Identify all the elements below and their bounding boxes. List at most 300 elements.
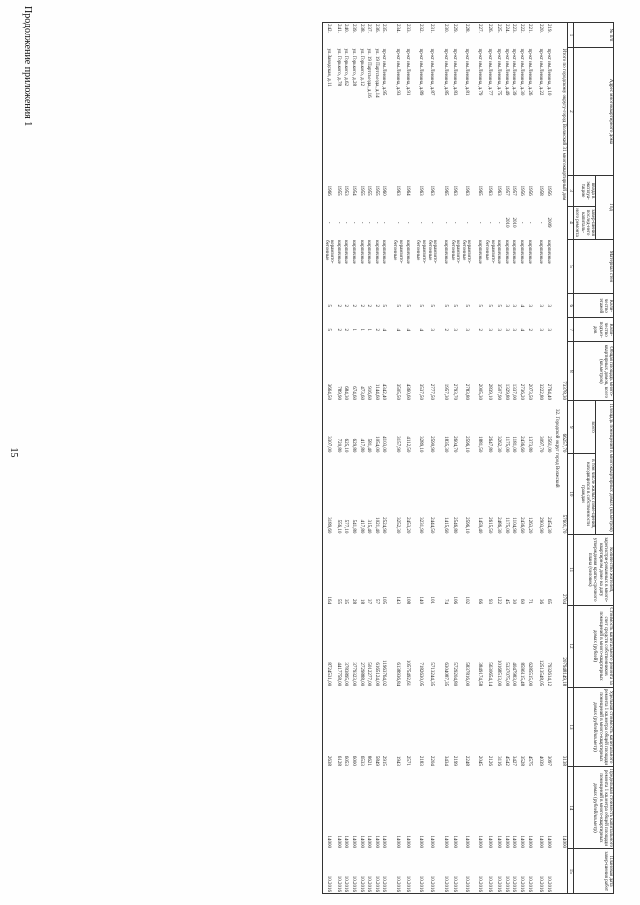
wall-material-line: керамзито- [455, 240, 461, 264]
row-completion-date: 10.2016 [495, 849, 503, 894]
row-premises-owned: 577,10 [343, 519, 349, 534]
row-number: 232. [415, 23, 426, 48]
row-address: пр-кт им.Ленина, д.91 [404, 48, 410, 96]
row-premises-total: 4103,00 [381, 436, 387, 453]
row-floors: 5 [323, 294, 335, 318]
row-total-area: 2764,40 [546, 383, 551, 400]
row-repair-cost: 6285515,00 [526, 662, 532, 687]
header-entrances: Коли-чество подъез-дов [574, 318, 614, 342]
row-repair-cost: 4047983,00 [511, 662, 517, 687]
row-entrances: 4 [418, 328, 424, 331]
row-floors: 2 [358, 304, 364, 308]
row-completion-date: 10.2016 [380, 849, 388, 894]
row-floors: 5 [418, 304, 424, 308]
total-cost: 207948149,18 [561, 657, 567, 687]
total-residents: 2704 [561, 594, 567, 605]
row-completion-date: 10.2016 [372, 849, 380, 894]
row-year-last-repair: 2010 [503, 217, 509, 228]
row-year-commissioned: 1965 [443, 185, 449, 196]
row-number: 233. [403, 23, 411, 48]
row-address: пр-кт им.Ленина, д.85 [443, 48, 449, 96]
row-total-area: 4360,60 [404, 383, 410, 400]
row-address: пр-кт им.Ленина, д.30 [518, 48, 524, 96]
row-premises-owned: 3252,30 [395, 517, 401, 534]
row-limit-cost: 14000 [452, 835, 458, 848]
row-number: 231. [426, 23, 437, 48]
row-number: 239. [349, 23, 357, 48]
row-total-area: 2777,50 [429, 383, 435, 400]
row-floors: 5 [486, 304, 492, 308]
row-total-area: 2005,30 [477, 383, 483, 400]
row-residents: 143 [395, 596, 401, 605]
row-year-commissioned: 1956 [526, 185, 532, 196]
table-row [525, 23, 533, 894]
row-address: пр-кт им.Ленина, д.81 [463, 48, 469, 96]
row-number: 226. [483, 23, 494, 48]
row-total-area: 3537,50 [418, 383, 424, 400]
row-premises-total: 417,80 [358, 438, 364, 453]
row-completion-date: 10.2016 [510, 849, 518, 894]
row-year-commissioned: 1965 [477, 185, 483, 196]
table-row [483, 23, 494, 894]
row-residents: 60 [518, 599, 524, 605]
row-floors: 5 [443, 304, 449, 308]
total-unit-cost: 3138 [561, 755, 567, 766]
column-index: 15 [568, 849, 574, 894]
row-number: 237. [365, 23, 373, 48]
column-index: 4 [568, 206, 574, 239]
row-floors: 2 [366, 304, 372, 308]
row-residents: 122 [496, 596, 502, 605]
row-repair-cost: 6304087,35 [443, 662, 449, 687]
row-premises-total: 4112,50 [404, 436, 410, 453]
row-premises-owned: 2436,60 [518, 517, 524, 534]
table-row [449, 23, 460, 894]
wall-material-line: керамзито- [489, 240, 495, 264]
row-wall-material [449, 239, 460, 294]
header-year-commissioned: ввода в эксплуа-тацию [574, 175, 596, 206]
row-limit-cost: 14000 [381, 835, 387, 848]
table-row [357, 23, 365, 894]
header-limit-cost: Предельная стоимость капитального ремонта 1 кв.метра общей площади помещений в много-квартирных домах (рублей/кв.метр) [574, 767, 614, 849]
row-premises-owned: 1104,90 [511, 517, 517, 534]
row-unit-cost: 3434 [443, 755, 449, 766]
row-wall-material [349, 239, 357, 294]
total-limit-cost: 14000 [561, 835, 567, 848]
row-number: 236. [372, 23, 380, 48]
row-unit-cost: 8621 [366, 755, 372, 766]
row-premises-owned: 2444,50 [429, 517, 435, 534]
row-residents: 106 [452, 596, 458, 605]
row-number: 223. [510, 23, 518, 48]
row-limit-cost: 14000 [323, 767, 335, 849]
total-area: 73378,30 [561, 381, 567, 400]
row-year-last-repair: - [463, 221, 469, 224]
row-limit-cost: 14000 [429, 835, 435, 848]
row-total-area: 2793,70 [452, 383, 458, 400]
table-row [544, 23, 552, 894]
row-limit-cost: 14000 [526, 835, 532, 848]
row-unit-cost: 2183 [418, 755, 424, 766]
header-unit-cost: Удельная стоимость капитального ремонта 1 кв.метра общей площади помещений в много-квартирных домах (рублей/кв.метр) [574, 687, 614, 767]
row-premises-total: 1835,30 [443, 436, 449, 453]
row-year-last-repair: - [343, 221, 349, 224]
row-premises-total: 629,80 [351, 438, 357, 453]
row-number: 225. [495, 23, 503, 48]
wall-material-line: керамзито- [421, 240, 427, 264]
row-year-commissioned: 1953 [343, 185, 349, 196]
row-premises-total: 2604,70 [452, 436, 458, 453]
row-residents: 18 [358, 599, 364, 605]
row-unit-cost: 3116 [496, 756, 502, 766]
column-index: 5 [568, 239, 574, 294]
row-residents: 102 [463, 596, 469, 605]
row-year-commissioned: 1955 [373, 185, 379, 196]
row-repair-cost: 5630654,14 [486, 662, 492, 687]
row-address: ул.Заводская, д.11 [323, 48, 335, 176]
row-premises-total: 3097,70 [538, 436, 544, 453]
wall-material-line: кирпичные [546, 240, 551, 264]
row-wall-material [334, 239, 342, 294]
row-floors: 5 [477, 304, 483, 308]
row-wall-material [365, 239, 373, 294]
row-number: 230. [442, 23, 450, 48]
row-floors: 2 [351, 304, 357, 308]
row-residents: 45 [503, 599, 509, 605]
row-unit-cost: 2248 [463, 755, 469, 766]
row-completion-date: 10.2016 [525, 849, 533, 894]
row-premises-owned: 2454,30 [546, 517, 551, 534]
row-wall-material [525, 239, 533, 294]
row-completion-date: 10.2016 [349, 849, 357, 894]
header-premises-total: всего [574, 401, 596, 453]
table-row [460, 23, 471, 894]
row-premises-owned: 1415,60 [443, 517, 449, 534]
row-limit-cost: 14000 [358, 835, 364, 848]
row-premises-total: 3262,30 [496, 436, 502, 453]
row-wall-material [403, 239, 411, 294]
row-spacer [533, 23, 537, 894]
row-address: пр-кт им.Ленина, д.79 [477, 48, 483, 96]
table-row [495, 23, 503, 894]
row-premises-total: 581,40 [366, 438, 372, 453]
row-wall-material [517, 239, 525, 294]
row-year-commissioned: 1958 [538, 185, 544, 196]
row-entrances: 3 [463, 328, 469, 331]
header-number: № п/п [574, 23, 614, 48]
row-premises-owned: 2524,90 [381, 517, 387, 534]
row-repair-cost: 8724531,00 [323, 605, 335, 687]
row-residents: 57 [373, 599, 379, 605]
row-residents: 101 [429, 596, 435, 605]
row-floors: 3 [526, 304, 532, 308]
row-number: 228. [460, 23, 471, 48]
row-number: 224. [502, 23, 510, 48]
row-limit-cost: 14000 [418, 835, 424, 848]
row-limit-cost: 14000 [518, 835, 524, 848]
section-title: 32. Городской округ город Волжский [553, 409, 559, 488]
row-residents: 71 [526, 599, 532, 605]
row-address: ул. 19 Партсъезда, д.14 [373, 48, 379, 98]
row-entrances: 4 [404, 328, 410, 331]
column-index: 10 [568, 453, 574, 534]
continuation-label: Продолжение приложения 1 [22, 6, 33, 127]
row-entrances: 2 [443, 328, 449, 331]
wall-material-line: кирпичные [335, 240, 341, 264]
wall-material-line: бетонные [483, 240, 489, 261]
row-repair-cost: 6165124,00 [373, 662, 379, 687]
header-floors: Коли-чество этажей [574, 294, 614, 318]
row-total-area: 674,60 [351, 386, 357, 400]
row-repair-cost: 6138936,84 [395, 662, 401, 687]
row-floors: 5 [463, 304, 469, 308]
row-premises-total: 1054,00 [373, 436, 379, 453]
row-year-commissioned: 1956 [518, 185, 524, 196]
row-total-area: 1144,60 [373, 383, 379, 400]
row-entrances: 2 [343, 328, 349, 331]
row-wall-material [544, 239, 552, 294]
row-premises-owned: 556,10 [335, 519, 341, 534]
column-index: 14 [568, 767, 574, 849]
row-spacer-cell [471, 23, 475, 894]
row-repair-cost: 3779323,00 [351, 662, 357, 687]
column-index: 13 [568, 687, 574, 767]
row-repair-cost: 3849174,58 [477, 662, 483, 687]
row-wall-material [392, 239, 403, 294]
total-label-line2: Волжский 31 многоквартирный дом [561, 123, 567, 201]
row-completion-date: 10.2016 [415, 849, 426, 894]
row-unit-cost: 4542 [503, 755, 509, 766]
row-premises-owned: 2596,10 [463, 517, 469, 534]
row-unit-cost: 6533 [358, 755, 364, 766]
row-unit-cost: 2126 [486, 755, 492, 766]
row-repair-cost: 5012277,00 [366, 662, 372, 687]
row-limit-cost: 14000 [503, 835, 509, 848]
row-repair-cost: 8596115,48 [518, 662, 524, 687]
row-year-last-repair: - [477, 221, 483, 224]
row-floors: 5 [496, 304, 502, 308]
table-row [349, 23, 357, 894]
row-premises-owned: 3189,60 [323, 453, 335, 534]
row-premises-total: 2561,00 [546, 436, 551, 453]
row-spacer-cell [437, 23, 441, 894]
row-wall-material [372, 239, 380, 294]
row-total-area: 2783,80 [463, 383, 469, 400]
row-floors: 5 [404, 304, 410, 308]
row-entrances: 2 [373, 328, 379, 331]
row-completion-date: 10.2016 [334, 849, 342, 894]
row-entrances: 5 [323, 318, 335, 342]
wall-material-line: кирпичные [496, 240, 502, 264]
row-year-last-repair: - [496, 221, 502, 224]
row-wall-material [537, 239, 545, 294]
row-completion-date: 10.2016 [426, 849, 437, 894]
row-unit-cost: 6128 [335, 755, 341, 766]
row-total-area: 1957,30 [443, 383, 449, 400]
row-number: 242. [323, 23, 335, 48]
row-year-commissioned: 1957 [511, 185, 517, 196]
row-limit-cost: 14000 [486, 835, 492, 848]
wall-material-line: бетонные [426, 240, 432, 261]
row-number: 234. [392, 23, 403, 48]
row-number: 222. [517, 23, 525, 48]
row-unit-cost: 2204 [429, 755, 435, 766]
row-total-area: 2073,50 [526, 383, 532, 400]
row-spacer-cell [411, 23, 415, 894]
row-wall-material [442, 239, 450, 294]
row-wall-material [426, 239, 437, 294]
row-premises-owned: 1021,40 [373, 517, 379, 534]
row-unit-cost: 2915 [381, 755, 387, 766]
row-total-area: 4342,40 [381, 383, 387, 400]
row-number: 238. [357, 23, 365, 48]
row-year-last-repair: - [538, 221, 544, 224]
wall-material-line: кирпичные [358, 240, 364, 264]
row-year-commissioned: 1963 [418, 185, 424, 196]
row-year-commissioned: 1955 [335, 185, 341, 196]
column-index: 9 [568, 401, 574, 453]
row-completion-date: 10.2016 [357, 849, 365, 894]
row-premises-total: 2596,10 [463, 436, 469, 453]
row-repair-cost: 10168513,00 [496, 659, 502, 687]
row-completion-date: 10.2016 [442, 849, 450, 894]
row-entrances: 3 [546, 328, 551, 331]
row-premises-owned: 541,80 [351, 519, 357, 534]
table-row [517, 23, 525, 894]
row-year-commissioned: 1963 [486, 185, 492, 196]
row-wall-material [502, 239, 510, 294]
row-premises-total: 3289,10 [418, 436, 424, 453]
row-year-commissioned: 1955 [366, 185, 372, 196]
row-floors: 2 [343, 304, 349, 308]
row-spacer [437, 23, 441, 894]
row-number: 221. [525, 23, 533, 48]
table-row [502, 23, 510, 894]
row-year-commissioned: 1960 [381, 185, 387, 196]
row-total-area: 3505,50 [395, 383, 401, 400]
wall-material-line: кирпичные [518, 240, 524, 264]
row-premises-owned: 2453,20 [404, 517, 410, 534]
column-index: 8 [568, 342, 574, 401]
wall-material-line: кирпичные [404, 240, 410, 264]
wall-material-line: кирпичные [381, 240, 387, 264]
total-label [560, 48, 568, 342]
row-completion-date: 10.2016 [323, 849, 335, 894]
row-floors: 5 [381, 304, 387, 308]
row-unit-cost: 5849 [373, 755, 379, 766]
wall-material-line: кирпичные [538, 240, 544, 264]
row-address: ул. Горького, д.28 [351, 48, 357, 86]
row-residents: 105 [381, 596, 387, 605]
row-spacer-cell [387, 23, 391, 894]
row-residents: 164 [323, 534, 335, 605]
row-repair-cost: 5713244,35 [429, 662, 435, 687]
row-address: пр-кт им.Ленина, д.95 [381, 48, 387, 96]
row-wall-material [495, 239, 503, 294]
row-number: 241. [334, 23, 342, 48]
row-premises-total: 1881,50 [477, 436, 483, 453]
row-address: пр-кт им.Ленина, д.22 [538, 48, 544, 96]
row-floors: 3 [538, 304, 544, 308]
table-row [392, 23, 403, 894]
row-repair-cost: 2729888,00 [358, 662, 364, 687]
row-entrances: 3 [538, 328, 544, 331]
row-year-last-repair: - [526, 221, 532, 224]
row-limit-cost: 14000 [395, 835, 401, 848]
row-unit-cost: 3528 [518, 755, 524, 766]
row-unit-cost: 2045 [477, 755, 483, 766]
row-address: ул. Горького, д.62 [343, 48, 349, 86]
wall-material-line: кирпичные [443, 240, 449, 264]
row-year-last-repair: - [366, 221, 372, 224]
row-year-commissioned: 1957 [503, 185, 509, 196]
column-index: 11 [568, 534, 574, 605]
row-entrances: 3 [452, 328, 458, 331]
row-year-last-repair: - [323, 206, 335, 239]
row-residents: 65 [546, 599, 551, 605]
row-premises-total: 3157,90 [395, 436, 401, 453]
row-unit-cost: 6000 [351, 755, 357, 766]
row-total-area: 2839,10 [486, 383, 492, 400]
row-residents: 74 [443, 599, 449, 605]
row-entrances: 1 [366, 328, 372, 331]
row-wall-material [483, 239, 494, 294]
table-row [365, 23, 373, 894]
row-address: пр-кт им.Ленина, д.49 [503, 48, 509, 96]
page-number: 15 [8, 447, 19, 458]
row-entrances: 4 [395, 328, 401, 331]
row-premises-owned: 1263,20 [526, 517, 532, 534]
row-unit-cost: 1943 [395, 755, 401, 766]
row-spacer [471, 23, 475, 894]
section-row [552, 23, 560, 894]
row-entrances: 1 [351, 328, 357, 331]
table-row [476, 23, 484, 894]
header-repair-cost: Стоимость капитального ремонта за счет средств собственников помещений в много-квартирных домах (рублей) [574, 605, 614, 687]
row-entrances: 3 [496, 328, 502, 331]
table-row [372, 23, 380, 894]
table-row [442, 23, 450, 894]
column-index: 6 [568, 294, 574, 318]
row-completion-date: 10.2016 [403, 849, 411, 894]
row-limit-cost: 14000 [443, 835, 449, 848]
row-residents: 66 [477, 599, 483, 605]
row-spacer-cell [533, 23, 537, 894]
row-address: пр-кт им.Ленина, д.87 [429, 48, 435, 96]
row-limit-cost: 14000 [351, 835, 357, 848]
header-year-last-repair: завер-шения послед-него капиталь-ного ремонта [574, 206, 596, 239]
row-repair-cost: 11963764,02 [381, 660, 387, 687]
row-repair-cost: 7182630,05 [418, 662, 424, 687]
row-unit-cost: 4039 [538, 755, 544, 766]
header-completion-date: Плановая дата завер-шения работ [574, 849, 614, 894]
row-total-area: 1337,00 [511, 383, 517, 400]
table-row [323, 23, 335, 894]
row-spacer [411, 23, 415, 894]
row-completion-date: 10.2016 [517, 849, 525, 894]
column-index: 12 [568, 605, 574, 687]
row-limit-cost: 14000 [404, 835, 410, 848]
table-body [323, 23, 568, 894]
wall-material-line: кирпичные [343, 240, 349, 264]
row-limit-cost: 14000 [538, 835, 544, 848]
repair-plan-table [322, 22, 614, 894]
row-year-last-repair: - [358, 221, 364, 224]
row-wall-material [476, 239, 484, 294]
row-year-commissioned: 1963 [429, 185, 435, 196]
row-year-commissioned: 1956 [546, 185, 551, 196]
row-premises-owned: 2615,50 [486, 517, 492, 534]
